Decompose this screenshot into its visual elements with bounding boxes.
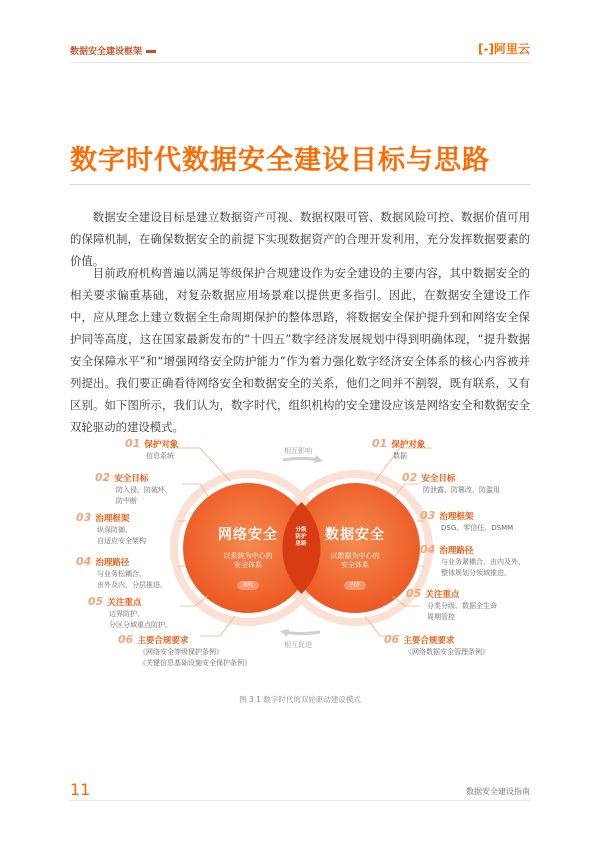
left-item-6: 06 主要合规要求 《网络安全等级保护条例》 《关键信息基础设施安全保护条例》 bbox=[118, 633, 251, 667]
mutual-promotion-label: 相互促进 bbox=[284, 641, 312, 649]
data-security-tag: 内容 bbox=[344, 581, 366, 590]
network-security-sub2: 安全体系 bbox=[234, 561, 262, 569]
right-item-2: 02 安全目标 防泄露、防篡改、防滥用 bbox=[402, 471, 500, 494]
top-arrow bbox=[283, 458, 320, 460]
paragraph-1: 数据安全建设目标是建立数据资产可视、数据权限可管、数据风险可控、数据价值可用的保障机制，在确保数据安全的前提下实现数据资产的合理开发利用，充分发挥数据要素的价值。 bbox=[70, 210, 530, 268]
aliyun-logo: [-]阿里云 bbox=[478, 42, 530, 56]
right-item-1: 01 保护对象 数据 bbox=[372, 437, 426, 460]
right-item-3: 03 治理框架 DSG、零信任、DSMM bbox=[420, 509, 514, 532]
left-item-5: 05 关注重点 边界防护、 分区分域重点防护。 bbox=[88, 595, 172, 629]
left-item-3: 03 治理框架 纵深防御、 自适应安全架构 bbox=[76, 511, 146, 545]
footer-document-title: 数据安全建设指南 bbox=[466, 787, 530, 796]
page-title: 数字时代数据安全建设目标与思路 bbox=[70, 145, 490, 176]
left-item-2: 02 安全目标 防入侵、防破坏、 防中断 bbox=[95, 471, 172, 505]
right-item-6: 06 主要合规要求 《网络数据安全管理条例》 bbox=[384, 633, 489, 656]
right-item-5: 05 关注重点 分类分级、数据全生命 周期管控 bbox=[406, 587, 497, 621]
title-divider bbox=[70, 184, 530, 185]
dual-wheel-diagram bbox=[70, 426, 530, 686]
network-security-text bbox=[200, 524, 296, 570]
left-item-1: 01 保护对象 信息系统 bbox=[125, 437, 179, 460]
bottom-arrow bbox=[283, 632, 320, 634]
figure-caption: 图 3.1 数字时代的双轮驱动建设模式 bbox=[239, 695, 361, 704]
page-number: 11 bbox=[70, 780, 91, 799]
data-security-sub2: 安全体系 bbox=[341, 561, 369, 569]
data-security-sub1: 以数据为中心的 bbox=[330, 552, 380, 560]
data-security-text bbox=[307, 524, 403, 570]
paragraph-2: 目前政府机构普遍以满足等级保护合规建设作为安全建设的主要内容，其中数据安全的相关要求偏重基础，对复杂数据应用场景难以提供更多指引。因此，在数据安全建设工作中，应从理念上建立数据全生命周期保护的整体思路，将数据安全保护提升到和网络安全保护同等高度，这在国家最新发布的“十四五”数字经济发展规划中得到明确体现，“提升数据安全保障水平”和“增强网络安全防护能力”作为着力强化数字经济安全体系的核心内容被并列提出。我们要正确看待网络安全和数据安全的关系，他们之间并不割裂，既有联系，又有区别。如下图所示，我们认为，数字时代，组织机构的安全建设应该是网络安全和数据安全双轮驱动的建设模式。 bbox=[70, 266, 530, 434]
right-item-4: 04 治理路径 与业务紧耦合、由内及外、 整体规划分领域推进。 bbox=[420, 543, 525, 577]
footer-divider bbox=[70, 800, 530, 801]
network-security-sub1: 以系统为中心的 bbox=[223, 552, 273, 560]
overlap-text: 分级 防护 思路 bbox=[295, 527, 307, 547]
network-security-title: 网络安全 bbox=[218, 527, 278, 543]
data-security-title: 数据安全 bbox=[325, 527, 385, 543]
header-divider bbox=[70, 62, 530, 63]
left-item-4: 04 治理路径 与业务松耦合、 由外及内，分层推进。 bbox=[76, 555, 167, 589]
network-security-tag: 接收 bbox=[237, 581, 259, 590]
top-arrow-head bbox=[314, 455, 323, 463]
mutual-influence-label: 相互影响 bbox=[284, 447, 312, 455]
header-section-title: 数据安全建设框架 bbox=[70, 44, 156, 57]
bottom-arrow-head bbox=[280, 629, 289, 637]
